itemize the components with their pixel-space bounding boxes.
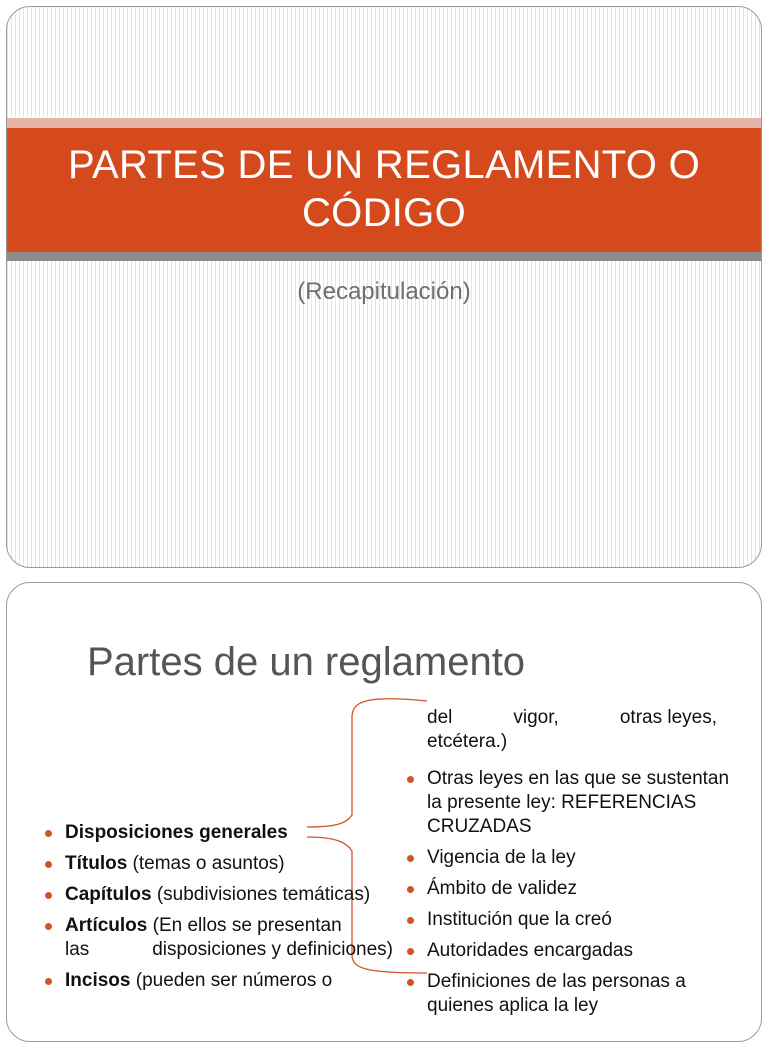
item-text: Definiciones de las personas a quienes aplica la ley <box>427 971 686 1016</box>
item-word: disposiciones y definiciones) <box>152 939 393 960</box>
continued-line2: etcétera.) <box>427 731 508 752</box>
list-item <box>43 852 393 876</box>
list-item <box>405 908 735 932</box>
bullet-dot-icon <box>407 855 414 862</box>
right-bullet-list <box>405 767 735 1025</box>
list-item <box>43 821 393 845</box>
continued-line1 <box>427 706 717 730</box>
list-item <box>43 883 393 907</box>
bullet-dot-icon <box>407 917 414 924</box>
item-term: Artículos <box>65 915 148 936</box>
item-text: Institución que la creó <box>427 909 612 930</box>
bullet-dot-icon <box>407 979 414 986</box>
list-item <box>43 969 393 993</box>
slide-title <box>7 141 761 237</box>
item-text: Ámbito de validez <box>427 878 577 899</box>
title-band-top-stripe <box>7 118 761 128</box>
item-term: Incisos <box>65 970 131 991</box>
item-text: Autoridades encargadas <box>427 940 633 961</box>
title-band-bottom-stripe <box>7 252 761 261</box>
bullet-dot-icon <box>407 886 414 893</box>
continued-word: vigor, <box>513 707 559 728</box>
bullet-dot-icon <box>45 892 52 899</box>
bullet-dot-icon <box>45 978 52 985</box>
title-slide[interactable] <box>6 6 762 568</box>
slide-subtitle: (Recapitulación) <box>297 278 471 305</box>
continued-word: otras leyes, <box>619 707 717 728</box>
list-item <box>43 914 393 962</box>
slide-title-line2: CÓDIGO <box>301 191 467 235</box>
bullet-dot-icon <box>407 948 414 955</box>
slide-heading: Partes de un reglamento <box>87 640 526 684</box>
item-term: Capítulos <box>65 884 152 905</box>
continued-text <box>427 706 717 754</box>
list-item <box>405 846 735 870</box>
item-text: Vigencia de la ley <box>427 847 576 868</box>
item-description-line2 <box>65 938 393 962</box>
slide-title-line1: PARTES DE UN REGLAMENTO O <box>67 143 701 187</box>
list-item <box>405 939 735 963</box>
item-word: las <box>65 939 90 960</box>
item-description: (subdivisiones temáticas) <box>151 884 371 905</box>
content-slide[interactable] <box>6 582 762 1042</box>
continued-word: del <box>427 707 453 728</box>
list-item <box>405 970 735 1018</box>
item-description: (En ellos se presentan <box>147 915 342 936</box>
list-item <box>405 877 735 901</box>
item-description: (temas o asuntos) <box>127 853 285 874</box>
bullet-dot-icon <box>45 830 52 837</box>
item-term: Títulos <box>65 853 128 874</box>
item-term: Disposiciones generales <box>65 822 288 843</box>
list-item <box>405 767 735 839</box>
bullet-dot-icon <box>45 861 52 868</box>
item-description: (pueden ser números o <box>130 970 333 991</box>
bullet-dot-icon <box>407 776 414 783</box>
item-text: Otras leyes en las que se sustentan la presente ley: REFERENCIAS CRUZADAS <box>427 768 730 837</box>
left-bullet-list <box>43 821 393 1000</box>
bullet-dot-icon <box>45 923 52 930</box>
